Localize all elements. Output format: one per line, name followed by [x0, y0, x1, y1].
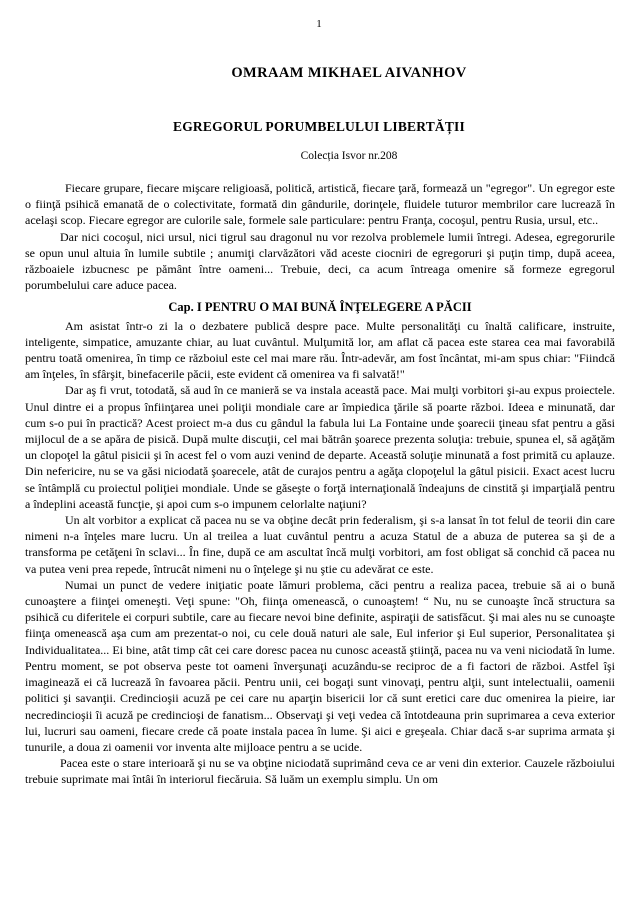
document-title: EGREGORUL PORUMBELULUI LIBERTĂȚII — [173, 119, 465, 134]
document-body — [25, 180, 615, 788]
paragraph: Pacea este o stare interioară şi nu se va obţine niciodată suprimând ceva ce ar veni din exterior. Cauzele războiului trebuie suprimate mai întâi în interiorul fiecăruia. Să luăm un exemplu simplu. Un om — [25, 756, 615, 787]
page-number: 1 — [316, 18, 322, 30]
paragraph: Fiecare grupare, fiecare mişcare religioasă, politică, artistică, fiecare ţară, formează un "egregor". Un egregor este o fiinţă psihică emanată de o colectivitate, formată din gândurile, dorinţele, fluidele tuturor membrilor care lucrează în acelaşi scop. Fiecare egregor are culorile sale, formele sale particulare: pentru Franţa, cocoşul, pentru Rusia, ursul, etc.. — [25, 181, 615, 228]
paragraph: Am asistat într-o zi la o dezbatere publică despre pace. Multe personalităţi cu înaltă calificare, instruite, inteligente, simpatice, amuzante chiar, au luat cuvântul. Mulţumită lor, am aflat că pacea este starea cea mai favorabilă pentru toată omenirea, în timp ce războiul este cel mai mare rău. Într-adevăr, am fost încântat, mi-am spus chiar: "Fiindcă am înţeles, în sfârşit, binefacerile păcii, este evident că omenirea va fi salvată!" — [25, 318, 615, 382]
paragraph: Dar aş fi vrut, totodată, să aud în ce manieră se va instala această pace. Mai mulţi vorbitori şi-au expus proiectele. Unul dintre ei a propus înfiinţarea unei poliţii mondiale care ar împiedica ţările să poarte război. Ideea e minunată, dar cum s-o pui în practică? Acest proiect m-a dus cu gândul la fabula lui La Fontaine unde şoarecii ţineau sfat pentru a găsi mijlocul de a se apăra de pisică. După multe discuţii, cel mai bătrân şoarece prezenta soluţia: trebuie, spunea el, să agăţăm un clopoţel la gâtul pisicii şi în acest fel o vom auzi venind de departe. Această soluţie minunată a fost primită cu aplauze. Din nefericire, nu se va găsi niciodată şoarecele, atât de curajos pentru a agăţa clopoţelul la gâtul pisicii. Exact acest lucru se întâmplă cu proiectul poliţiei mondiale. Unde se găseşte o forţă internaţională îndeajuns de cinstită şi imparţială pentru a îndeplini această funcţie, şi apoi cum s-o impunem celorlalte naţiuni? — [25, 383, 615, 511]
author-name: OMRAAM MIKHAEL AIVANHOV — [231, 65, 467, 81]
chapter-title: Cap. I PENTRU O MAI BUNĂ ÎNŢELEGERE A PĂCII — [168, 300, 472, 315]
collection-label: Colecția Isvor nr.208 — [300, 150, 398, 162]
paragraph: Un alt vorbitor a explicat că pacea nu se va obţine decât prin federalism, şi s-a lansat în tot felul de teorii din care nimeni n-a înţeles mare lucru. Un al treilea a luat cuvântul pentru a acuza Statul de a abuza de puterea sa şi de a transforma pe cetăţeni în sclavi... În fine, după ce am ascultat încă mulţi vorbitori, am fost obligat să conchid că pacea nu va putea veni prea repede, întrucât nimeni nu o înţelege şi nu ştie cu adevărat ce este. — [25, 513, 615, 576]
paragraph: Dar nici cocoşul, nici ursul, nici tigrul sau dragonul nu vor rezolva problemele lumii întregi. Adesea, egregorurile se opun unul altuia în lumile subtile ; anumiţi clarvăzători văd aceste ciocniri de egregoruri şi puţin timp, după aceea, războaiele izbucnesc pe pământ între oameni... Trebuie, deci, ca acum întreaga omenire să formeze egregorul porumbelului care aduce pacea. — [25, 229, 615, 293]
paragraph: Numai un punct de vedere iniţiatic poate lămuri problema, căci pentru a realiza pacea, trebuie să ai o bună cunoaştere a fiinţei omeneşti. Veţi spune: "Oh, fiinţa omenească, o cunoaştem! “ Nu, nu se cunoaşte încă structura sa psihică cu diferitele ei corpuri subtile, care au fiecare nevoi bine definite, aspiraţii de satisfăcut. Şi mai ales nu se cunoaşte fiinţa omenească aşa cum am prezentat-o noi, cu cele două naturi ale sale, Eul inferior şi Eul superior, Personalitatea şi Individualitatea... Ei bine, atât timp cât cei care doresc pacea nu cunosc această ştiinţă, pacea nu va veni niciodată în lume. Pentru moment, se pot observa peste tot oameni înverşunaţi acuzându-se reciproc de a fi factori de război. Astfel îşi imaginează ei că lucrează în favoarea păcii. Pentru unii, cei bogaţi sunt vinovaţi, pentru alţii, sunt intelectualii, oamenii politici şi savanţii. Credincioşii acuză pe cei care nu aparţin bisericii lor că sunt eretici care duc omenirea la pieire, iar necredincioşii îi acuză pe credincioşi de fanatism... Observaţi şi veţi vedea că întotdeauna prin suprimarea a ceva exterior lui, lucruri sau oameni, fiecare crede că poate instala pacea în lume. Şi aici e greşeala. Chiar dacă s-ar suprima armata şi tunurile, a doua zi oamenii vor inventa alte mijloace pentru a se ucide. — [25, 577, 615, 754]
